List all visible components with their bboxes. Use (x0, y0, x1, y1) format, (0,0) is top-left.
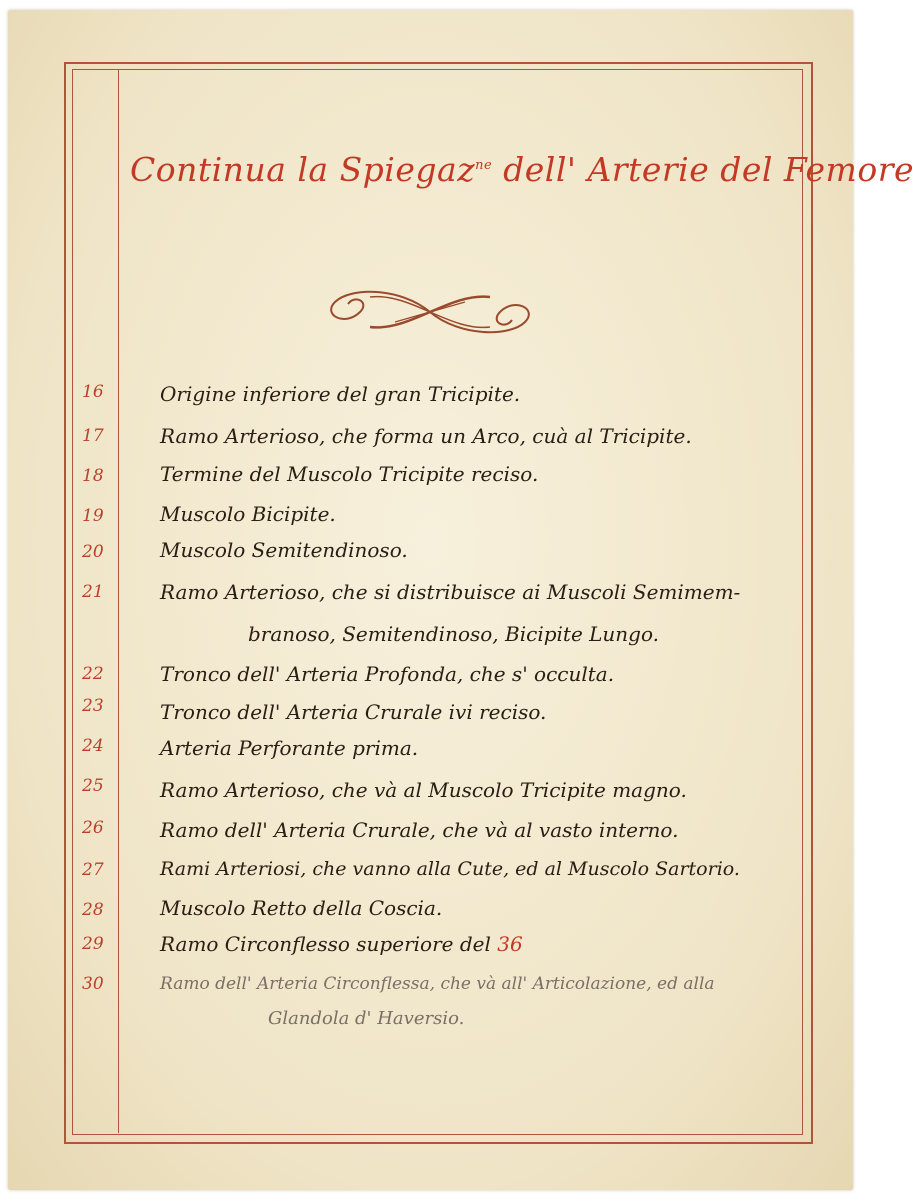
entry-number: 28 (82, 900, 104, 920)
calligraphic-flourish (310, 282, 550, 342)
entry-text: Ramo dell' Arteria Circonflessa, che và all' Articolazione, ed alla (160, 974, 715, 994)
entry-text: Termine del Muscolo Tricipite reciso. (160, 462, 539, 486)
entry-text-main: Ramo Circonflesso superiore del (160, 932, 498, 956)
entry-number: 27 (82, 860, 104, 880)
entry-number: 19 (82, 506, 104, 526)
title-superscript: ne (475, 158, 493, 173)
entry-text (160, 932, 800, 956)
entry-text: Ramo Arterioso, che si distribuisce ai Muscoli Semimem- (160, 580, 741, 604)
title-main: Continua la Spiegaz (130, 150, 476, 189)
entry-text: Tronco dell' Arteria Crurale ivi reciso. (160, 700, 547, 724)
entry-number: 29 (82, 934, 104, 954)
margin-rule (118, 69, 119, 1133)
figure-reference: 36 (497, 932, 523, 956)
entry-text-continuation: Glandola d' Haversio. (268, 1008, 465, 1029)
entry-text: Ramo Arterioso, che và al Muscolo Tricipite magno. (160, 778, 687, 802)
title-rest: dell' Arterie del Femore (492, 150, 914, 189)
entry-text: Tronco dell' Arteria Profonda, che s' occulta. (160, 662, 615, 686)
entry-number: 18 (82, 466, 104, 486)
entry-number: 20 (82, 542, 104, 562)
entry-text: Muscolo Semitendinoso. (160, 538, 408, 562)
entry-number: 22 (82, 664, 104, 684)
entry-text: Rami Arteriosi, che vanno alla Cute, ed al Muscolo Sartorio. (160, 858, 740, 880)
entry-number: 25 (82, 776, 104, 796)
entry-text-continuation: branoso, Semitendinoso, Bicipite Lungo. (248, 622, 660, 646)
entry-text: Ramo dell' Arteria Crurale, che và al vasto interno. (160, 818, 679, 842)
entry-number: 23 (82, 696, 104, 716)
page-title (130, 150, 914, 189)
entry-number: 17 (82, 426, 104, 446)
entry-text: Muscolo Retto della Coscia. (160, 896, 443, 920)
entry-number: 24 (82, 736, 104, 756)
entry-text: Muscolo Bicipite. (160, 502, 336, 526)
entry-number: 16 (82, 382, 104, 402)
entry-number: 21 (82, 582, 104, 602)
entry-text: Origine inferiore del gran Tricipite. (160, 382, 521, 406)
entry-text: Ramo Arterioso, che forma un Arco, cuà al Tricipite. (160, 424, 692, 448)
entry-text: Arteria Perforante prima. (160, 736, 419, 760)
entry-number: 30 (82, 974, 104, 994)
entry-number: 26 (82, 818, 104, 838)
